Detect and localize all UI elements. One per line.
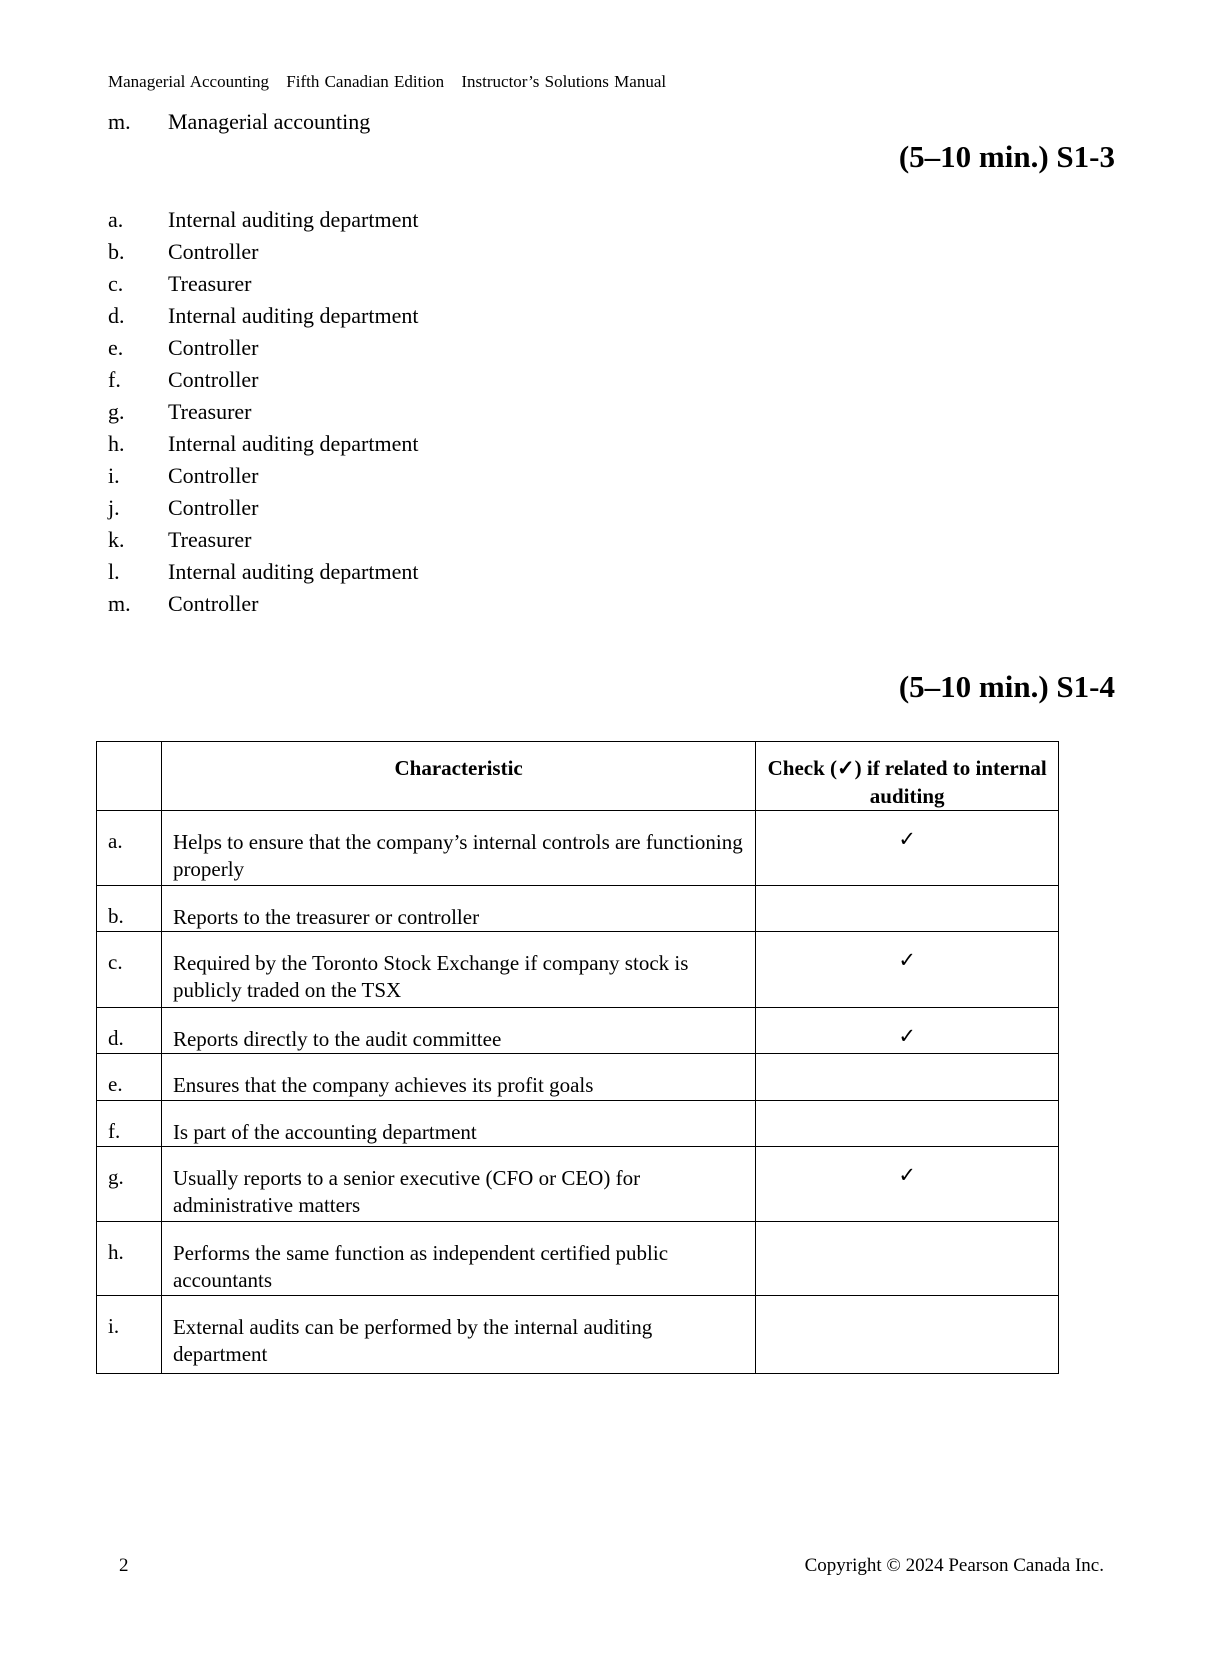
list-item [108,556,418,588]
item-letter: k. [108,527,125,552]
item-letter: e. [108,335,124,360]
item-text: Internal auditing department [168,207,419,232]
table-row [97,886,1059,932]
row-characteristic: Ensures that the company achieves its profit goals [161,1054,755,1101]
table-header-row [97,742,1059,811]
list-item [108,492,418,524]
row-letter: e. [97,1054,162,1101]
table-row [97,1008,1059,1054]
item-letter: d. [108,303,125,328]
row-letter: g. [97,1147,162,1222]
item-letter: g. [108,399,125,424]
list-item [108,268,418,300]
check-mark-icon [756,1296,1059,1374]
table-row [97,1222,1059,1296]
item-letter: m. [108,109,131,134]
header-edition: Fifth Canadian Edition [286,72,445,91]
item-letter: h. [108,431,125,456]
check-mark-icon [756,886,1059,932]
list-item [108,588,418,620]
header-letter-cell [97,742,162,811]
item-letter: m. [108,591,131,616]
item-text: Controller [168,335,259,360]
item-letter: j. [108,495,120,520]
check-mark-icon: ✓ [756,1147,1059,1222]
row-letter: b. [97,886,162,932]
exercise-s1-4-title: (5–10 min.) S1-4 [898,669,1115,704]
item-letter: i. [108,463,120,488]
s1-4-characteristics-table [96,741,1059,1374]
list-item [108,236,418,268]
check-mark-icon [756,1054,1059,1101]
list-item [108,300,418,332]
header-manual: Instructor’s Solutions Manual [461,72,667,91]
list-item [108,428,418,460]
list-item [108,332,418,364]
table-row [97,1054,1059,1101]
item-letter: c. [108,271,124,296]
table-row [97,1101,1059,1147]
running-header [108,72,678,92]
row-characteristic: Is part of the accounting department [161,1101,755,1147]
item-text: Controller [168,367,259,392]
list-item [108,524,418,556]
row-characteristic: Helps to ensure that the company’s internal controls are functioning properly [161,811,755,886]
item-text: Internal auditing department [168,559,419,584]
row-characteristic: Required by the Toronto Stock Exchange if company stock is publicly traded on the TSX [161,932,755,1008]
item-text: Treasurer [168,527,252,552]
check-mark-icon [756,1101,1059,1147]
list-item [108,396,418,428]
item-text: Controller [168,495,259,520]
table-row [97,1147,1059,1222]
table-row [97,811,1059,886]
header-book-title: Managerial Accounting [108,72,270,91]
copyright-notice: Copyright © 2024 Pearson Canada Inc. [804,1555,1104,1576]
exercise-s1-3-title: (5–10 min.) S1-3 [898,139,1115,174]
row-letter: d. [97,1008,162,1054]
row-characteristic: Performs the same function as independent certified public accountants [161,1222,755,1296]
item-text: Internal auditing department [168,431,419,456]
item-letter: b. [108,239,125,264]
item-text: Controller [168,239,259,264]
check-mark-icon: ✓ [756,811,1059,886]
item-text: Controller [168,591,259,616]
item-text: Controller [168,463,259,488]
previous-answer-item [108,109,370,135]
list-item [108,364,418,396]
row-characteristic: Usually reports to a senior executive (CFO or CEO) for administrative matters [161,1147,755,1222]
check-mark-icon: ✓ [756,932,1059,1008]
list-item [108,204,418,236]
item-text: Treasurer [168,271,252,296]
row-letter: c. [97,932,162,1008]
item-letter: f. [108,367,121,392]
item-text: Treasurer [168,399,252,424]
item-letter: l. [108,559,120,584]
table-row [97,1296,1059,1374]
item-text: Internal auditing department [168,303,419,328]
row-letter: i. [97,1296,162,1374]
row-characteristic: External audits can be performed by the internal auditing department [161,1296,755,1374]
row-characteristic: Reports directly to the audit committee [161,1008,755,1054]
row-characteristic: Reports to the treasurer or controller [161,886,755,932]
page-number: 2 [119,1555,129,1576]
table-row [97,932,1059,1008]
row-letter: f. [97,1101,162,1147]
row-letter: a. [97,811,162,886]
s1-3-answer-list [108,204,418,620]
header-characteristic: Characteristic [161,742,755,811]
list-item [108,460,418,492]
check-mark-icon: ✓ [756,1008,1059,1054]
check-mark-icon [756,1222,1059,1296]
header-check: Check (✓) if related to internal auditing [756,742,1059,811]
item-text: Managerial accounting [168,109,371,134]
item-letter: a. [108,207,124,232]
row-letter: h. [97,1222,162,1296]
